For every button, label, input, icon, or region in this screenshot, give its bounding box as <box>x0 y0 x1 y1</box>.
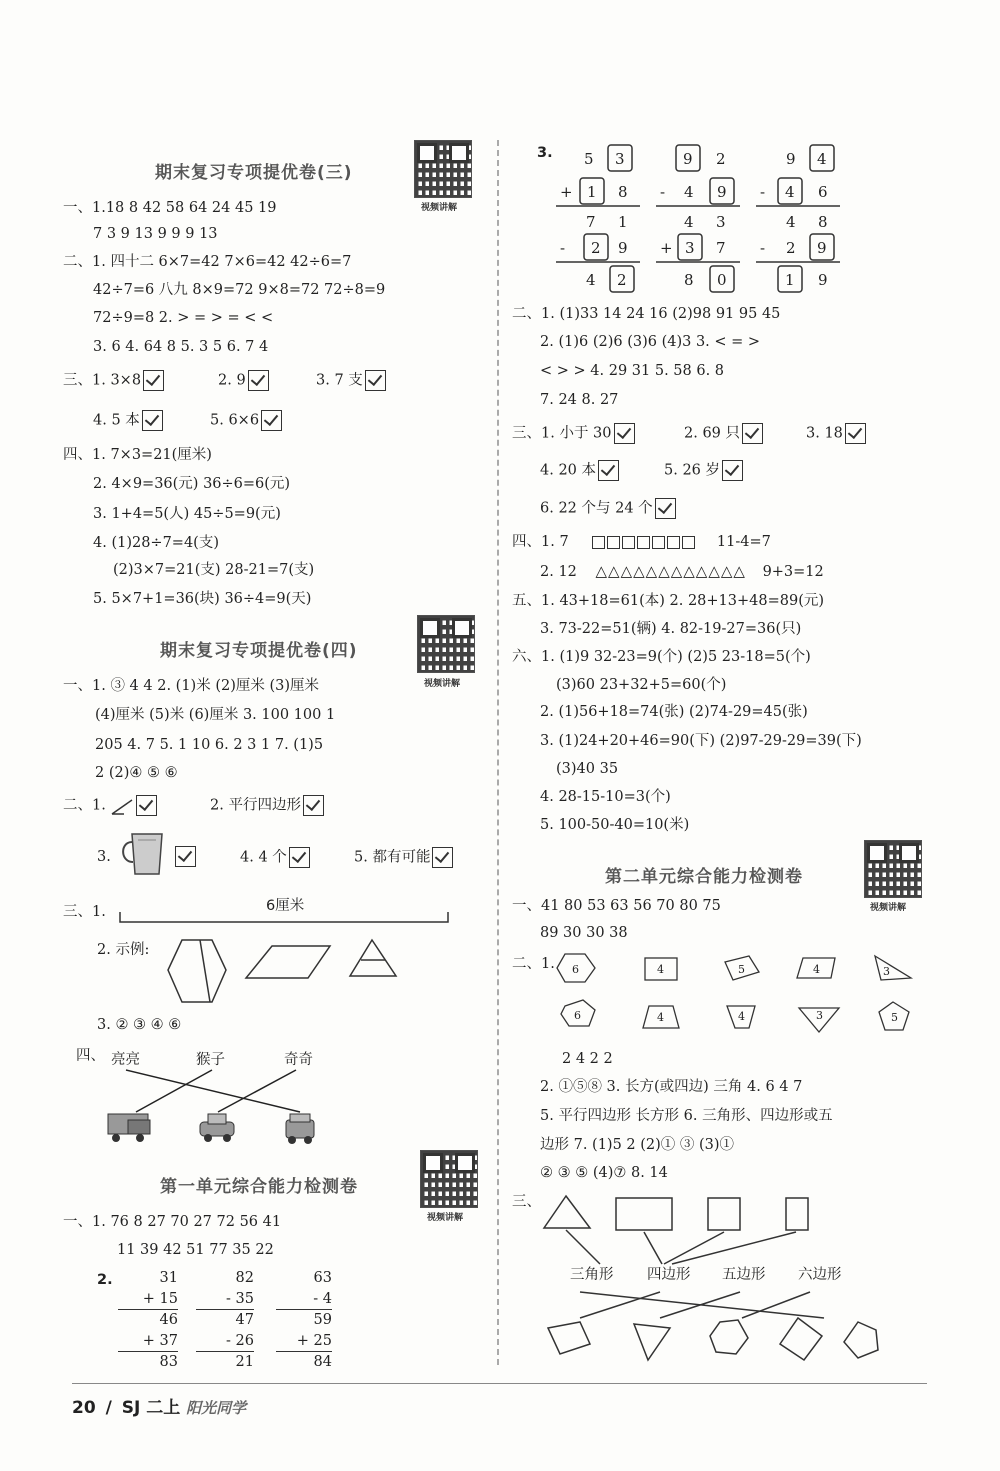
answer-line: 4. 28-15-10=3(个) <box>540 789 671 805</box>
question-label: 3. <box>537 145 553 161</box>
answer-line: (3)40 35 <box>556 761 619 777</box>
svg-text:0: 0 <box>717 271 727 289</box>
square-icons <box>591 534 696 550</box>
cup-icon <box>118 830 168 878</box>
svg-text:5: 5 <box>738 963 745 976</box>
answer-line: 2. 9 <box>218 370 269 391</box>
answer-line: 3. 73-22=51(辆) 4. 82-19-27=36(只) <box>540 621 802 637</box>
answer-line: 11 39 42 51 77 35 22 <box>117 1242 274 1258</box>
checkmark-icon <box>365 370 386 391</box>
answer-line: 5. 26 岁 <box>664 460 743 481</box>
checkmark-icon <box>432 847 453 868</box>
svg-text:2: 2 <box>786 239 796 257</box>
answer-line: 7 3 9 13 9 9 9 13 <box>93 226 218 242</box>
name-label: 亮亮 <box>111 1052 140 1068</box>
svg-text:5: 5 <box>891 1011 898 1024</box>
checkmark-icon <box>722 460 743 481</box>
svg-text:9: 9 <box>817 239 827 257</box>
answer-line: 2. 4×9=36(元) 36÷6=6(元) <box>93 476 291 492</box>
matching-lines <box>100 1068 330 1148</box>
brand-logo: 阳光同学 <box>186 1399 247 1417</box>
qr-caption: 视频讲解 <box>870 903 907 913</box>
qr-code-icon <box>864 840 922 898</box>
answer-line: 4. (1)28÷7=4(支) <box>93 535 219 551</box>
answer-line: 3. 18 <box>806 423 866 444</box>
answer-line: 四、1. 7×3=21(厘米) <box>63 447 212 463</box>
svg-text:-: - <box>760 183 766 201</box>
answer-line: 二、1. <box>63 795 157 816</box>
svg-text:4: 4 <box>657 963 664 976</box>
footer-rule <box>72 1383 927 1384</box>
checkmark-icon <box>261 410 282 431</box>
question-label: 2. <box>97 1272 113 1288</box>
answer-line: 二、1. (1)33 14 24 16 (2)98 91 95 45 <box>512 306 781 322</box>
svg-text:6: 6 <box>572 963 579 976</box>
checkmark-icon <box>143 370 164 391</box>
qr-code-icon <box>414 140 472 198</box>
answer-line: 2. 12 △△△△△△△△△△△△ 9+3=12 <box>540 562 824 580</box>
svg-text:-: - <box>660 183 666 201</box>
svg-text:2: 2 <box>617 271 627 289</box>
line-segment <box>118 910 453 924</box>
answer-line: 四、 <box>76 1048 105 1064</box>
checkmark-icon <box>289 847 310 868</box>
answer-line: 6. 22 个与 24 个 <box>540 498 676 519</box>
answer-line: 7. 24 8. 27 <box>540 392 619 408</box>
answer-line: ② ③ ⑤ (4)⑦ 8. 14 <box>540 1165 668 1181</box>
answer-line: 三、1. 3×8 <box>63 370 164 391</box>
answer-line: 3. 1+4=5(人) 45÷5=9(元) <box>93 506 281 522</box>
answer-line: 2. 示例: <box>97 942 150 958</box>
svg-text:3: 3 <box>685 239 695 257</box>
qr-caption: 视频讲解 <box>427 1213 464 1223</box>
answer-line: 四、1. 7 11-4=7 <box>512 534 771 550</box>
section-title-3: 期末复习专项提优卷(三) <box>155 163 353 183</box>
car-icon <box>200 1114 234 1142</box>
answer-line: 5. 5×7+1=36(块) 36÷4=9(天) <box>93 591 312 607</box>
checkmark-icon <box>136 795 157 816</box>
svg-text:4: 4 <box>813 963 820 976</box>
svg-text:8: 8 <box>684 271 694 289</box>
checkmark-icon <box>614 423 635 444</box>
qr-caption: 视频讲解 <box>424 679 461 689</box>
svg-text:9: 9 <box>717 183 727 201</box>
answer-line: 2 4 2 2 <box>562 1051 613 1067</box>
svg-text:1: 1 <box>587 183 597 201</box>
answer-line: 二、1. 四十二 6×7=42 7×6=42 42÷6=7 <box>63 254 352 270</box>
answer-line: 2 (2)④ ⑤ ⑥ <box>95 765 178 781</box>
svg-text:7: 7 <box>716 239 726 257</box>
answer-line: 4. 5 本 <box>93 410 163 431</box>
answer-line: 三、1. 小于 30 <box>512 423 635 444</box>
vertical-calc: 31 + 15 46 + 37 83 <box>118 1268 178 1373</box>
svg-text:8: 8 <box>618 183 628 201</box>
answer-line: 42÷7=6 八九 8×9=72 9×8=72 72÷8=9 <box>93 282 386 298</box>
svg-text:2: 2 <box>591 239 601 257</box>
svg-text:3: 3 <box>816 1009 823 1022</box>
answer-line: 4. 20 本 <box>540 460 619 481</box>
answer-line: 5. 平行四边形 长方形 6. 三角形、四边形或五 <box>540 1108 833 1124</box>
svg-text:-: - <box>560 239 566 257</box>
checkmark-icon <box>655 498 676 519</box>
answer-line: 三、 <box>512 1194 541 1210</box>
box-calculations <box>556 140 846 300</box>
edition-code: SJ <box>121 1398 141 1418</box>
qr-caption: 视频讲解 <box>421 203 458 213</box>
angle-icon <box>110 796 134 816</box>
svg-text:4: 4 <box>684 213 694 231</box>
answer-line: 5. 100-50-40=10(米) <box>540 817 690 833</box>
svg-text:9: 9 <box>618 239 628 257</box>
svg-text:9: 9 <box>683 150 693 168</box>
grade-label: 二上 <box>146 1398 181 1418</box>
shape-label: 六边形 <box>798 1267 842 1283</box>
car-icon <box>286 1114 314 1144</box>
qr-code-icon <box>420 1150 478 1208</box>
svg-text:3: 3 <box>615 150 625 168</box>
answer-line: 2. 平行四边形 <box>210 795 324 816</box>
answer-line: 3. 6 4. 64 8 5. 3 5 6. 7 4 <box>93 339 269 355</box>
svg-text:2: 2 <box>716 150 726 168</box>
shape-label: 三角形 <box>570 1267 614 1283</box>
answer-line: (3)60 23+32+5=60(个) <box>556 677 727 693</box>
answer-line: 72÷9=8 2. > = > = < < <box>93 310 274 326</box>
svg-text:4: 4 <box>817 150 827 168</box>
svg-text:6: 6 <box>574 1009 581 1022</box>
svg-text:3: 3 <box>883 965 890 978</box>
answer-line: (4)厘米 (5)米 (6)厘米 3. 100 100 1 <box>95 707 336 723</box>
answer-line: 六、1. (1)9 32-23=9(个) (2)5 23-18=5(个) <box>512 649 811 665</box>
svg-text:-: - <box>760 239 766 257</box>
answer-line: 3. <box>97 849 111 865</box>
checkmark-icon <box>845 423 866 444</box>
truck-icon <box>108 1114 150 1142</box>
answer-line: 3. 7 支 <box>316 370 386 391</box>
answer-line: 二、1. <box>512 956 555 972</box>
svg-text:1: 1 <box>785 271 795 289</box>
svg-text:4: 4 <box>586 271 596 289</box>
column-divider <box>497 140 499 1365</box>
svg-text:4: 4 <box>786 213 796 231</box>
svg-text:+: + <box>560 183 573 201</box>
svg-text:9: 9 <box>786 150 796 168</box>
shapes-example <box>160 938 400 1006</box>
checkmark-icon <box>303 795 324 816</box>
answer-line: 一、1.18 8 42 58 64 24 45 19 <box>63 200 277 216</box>
qr-code-icon <box>417 615 475 673</box>
answer-line: 2. 69 只 <box>684 423 763 444</box>
shape-numbers <box>572 963 898 1024</box>
triangle-icons: △△△△△△△△△△△△ <box>595 562 746 580</box>
ruler-label: 6厘米 <box>266 898 305 914</box>
svg-text:3: 3 <box>716 213 726 231</box>
section-title-4: 期末复习专项提优卷(四) <box>160 641 358 661</box>
answer-line: 五、1. 43+18=61(本) 2. 28+13+48=89(元) <box>512 593 825 609</box>
answer-line: 2. (1)56+18=74(张) (2)74-29=45(张) <box>540 704 808 720</box>
checkmark-icon <box>742 423 763 444</box>
answer-line: (2)3×7=21(支) 28-21=7(支) <box>113 562 315 578</box>
answer-line: 2. ①⑤⑧ 3. 长方(或四边) 三角 4. 6 4 7 <box>540 1079 803 1095</box>
checkmark-icon <box>142 410 163 431</box>
answer-line: 5. 都有可能 <box>354 847 453 868</box>
checkmark-icon <box>248 370 269 391</box>
answer-line: 一、41 80 53 63 56 70 80 75 <box>512 898 721 914</box>
svg-text:4: 4 <box>657 1011 664 1024</box>
answer-line: 5. 6×6 <box>210 410 282 431</box>
page-footer: 20 / SJ 二上 阳光同学 <box>72 1398 247 1418</box>
svg-text:9: 9 <box>818 271 828 289</box>
answer-line: 4. 4 个 <box>240 847 310 868</box>
answer-line: 边形 7. (1)5 2 (2)① ③ (3)① <box>540 1137 735 1153</box>
name-label: 猴子 <box>196 1052 225 1068</box>
numbered-shapes <box>555 948 925 1048</box>
answer-line: 3. ② ③ ④ ⑥ <box>97 1017 182 1033</box>
checkmark-icon <box>175 846 196 867</box>
answer-line: 2. (1)6 (2)6 (3)6 (4)3 3. < = > <box>540 334 761 350</box>
answer-line: 三、1. <box>63 904 106 920</box>
svg-text:1: 1 <box>618 213 628 231</box>
unit-title-1: 第一单元综合能力检测卷 <box>160 1177 358 1197</box>
svg-text:7: 7 <box>586 213 596 231</box>
answer-line: 3. (1)24+20+46=90(下) (2)97-29-29=39(下) <box>540 733 862 749</box>
answer-line: 一、1. 76 8 27 70 27 72 56 41 <box>63 1214 282 1230</box>
svg-text:5: 5 <box>584 150 594 168</box>
checkmark-icon <box>598 460 619 481</box>
svg-text:4: 4 <box>738 1010 745 1023</box>
name-label: 奇奇 <box>284 1052 313 1068</box>
svg-text:4: 4 <box>785 183 795 201</box>
answer-line: 205 4. 7 5. 1 10 6. 2 3 1 7. (1)5 <box>95 737 324 753</box>
svg-text:6: 6 <box>818 183 828 201</box>
page-number: 20 <box>72 1398 96 1418</box>
shape-label: 四边形 <box>647 1267 691 1283</box>
shape-label: 五边形 <box>722 1267 766 1283</box>
svg-text:4: 4 <box>684 183 694 201</box>
svg-text:+: + <box>660 239 673 257</box>
unit-title-2: 第二单元综合能力检测卷 <box>605 867 803 887</box>
answer-line: 一、1. ③ 4 4 2. (1)米 (2)厘米 (3)厘米 <box>63 678 320 694</box>
vertical-calc: 82 - 35 47 - 26 21 <box>196 1268 254 1373</box>
answer-line: 89 30 30 38 <box>540 925 628 941</box>
vertical-calc: 63 - 4 59 + 25 84 <box>276 1268 332 1373</box>
answer-line: < > > 4. 29 31 5. 58 6. 8 <box>540 363 725 379</box>
svg-text:8: 8 <box>818 213 828 231</box>
